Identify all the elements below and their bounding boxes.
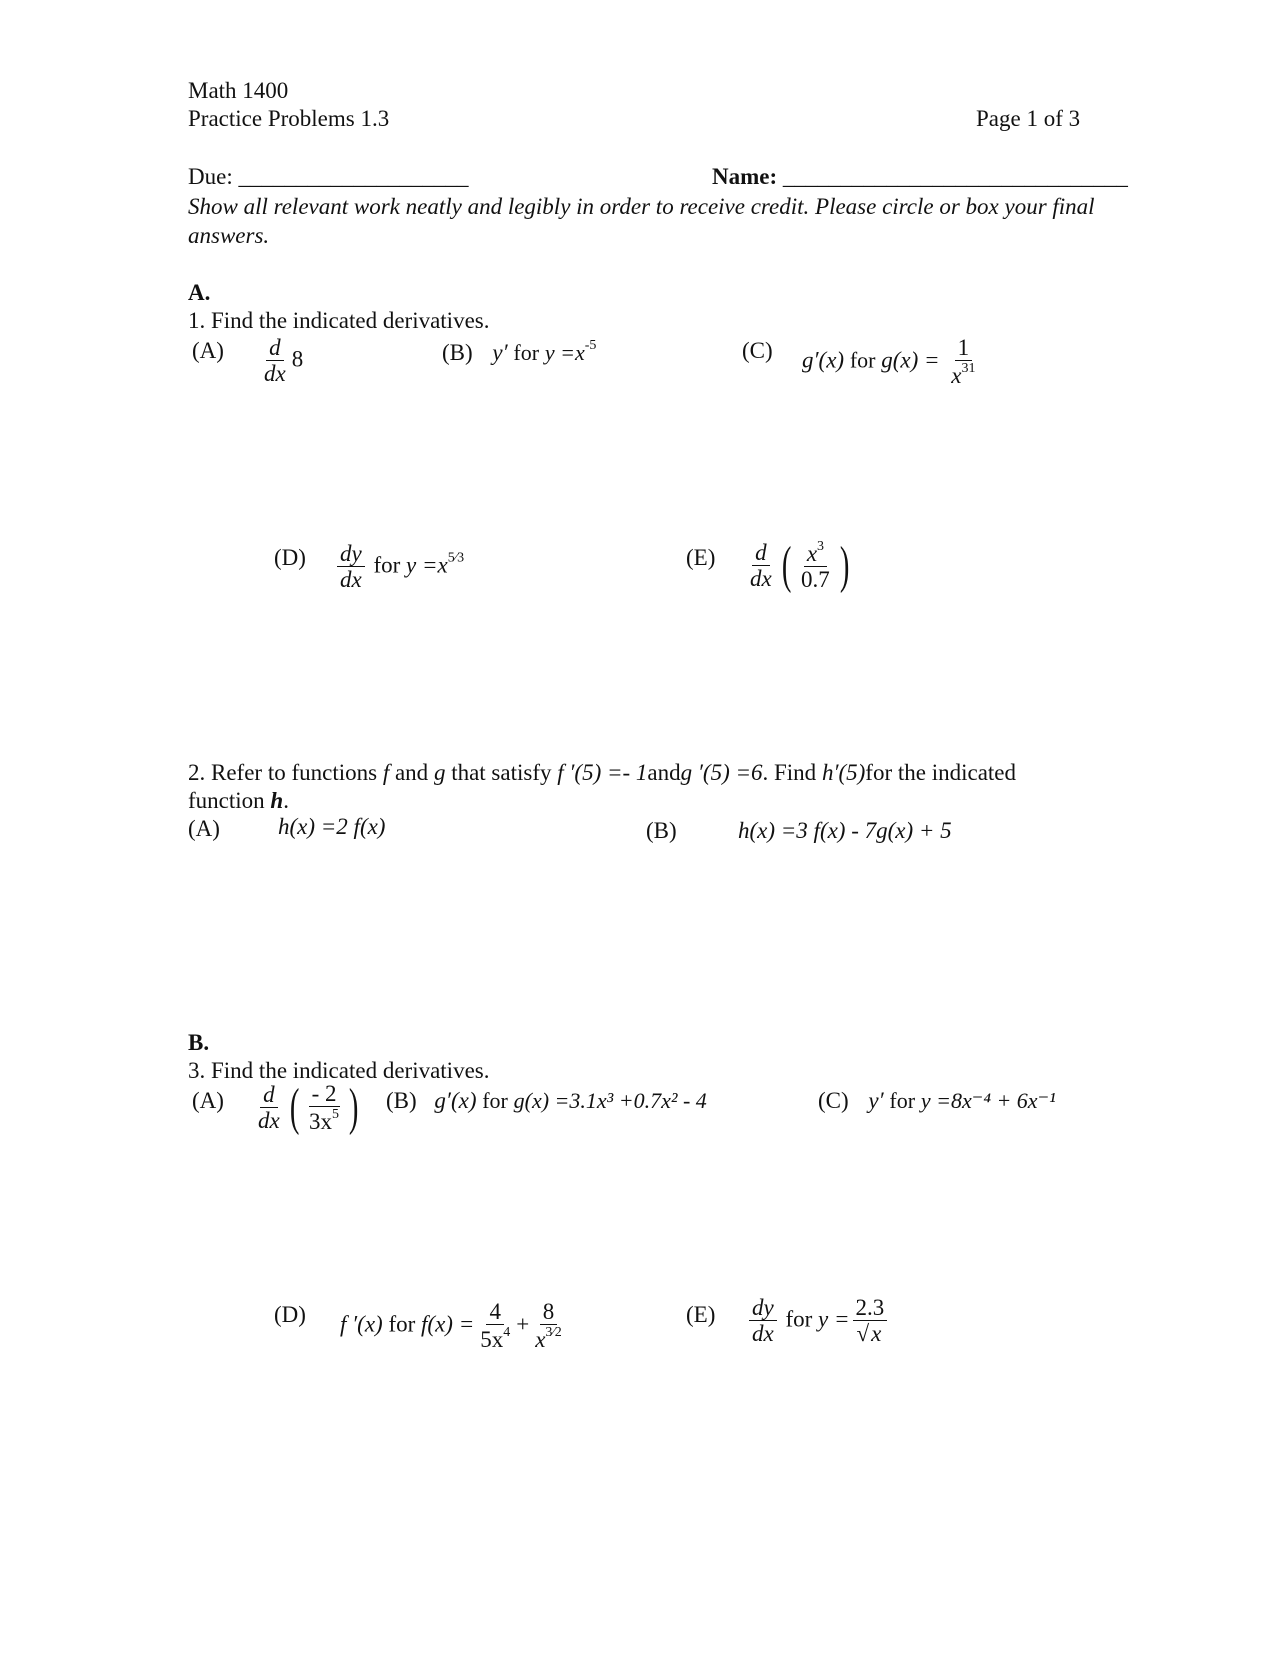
page-number: Page 1 of 3 [976,106,1081,131]
q3d-fprime: f ′(x) [340,1311,383,1337]
q1e-lparen: ( [781,537,792,595]
q1c-expr [802,336,982,388]
q3d-fraction-1: $\frac{4}{5x^4}$ [480,1299,511,1353]
due-label: Due: [188,164,233,189]
q2-h: h [270,788,284,813]
q2-prompt-start: 2. Refer to functions [188,760,378,785]
q3e-expr [746,1296,890,1346]
q1d-expr [334,542,464,592]
sqrt-icon: √ [856,1321,870,1347]
due-line [188,164,468,190]
q3e-fraction: $\frac{2.3}{√x}$ [853,1296,888,1346]
name-label: Name: [712,164,778,189]
q3a-lparen: ( [289,1079,300,1137]
q3b-label: (B) [386,1088,417,1113]
q2-function-word: function [188,788,265,813]
q2-g: g [433,760,446,785]
q1d-exp: 5⁄3 [447,550,465,566]
q3a-expr [252,1079,362,1137]
q1e-ddx: $\frac{d}{dx}$ [750,540,772,592]
q1b-yprime: y′ [492,340,508,365]
q2-line2 [188,788,289,814]
name-line [712,164,1128,190]
q3a-ddx: $\frac{d}{dx}$ [258,1082,280,1134]
q3c-expr: y =8x⁻⁴ + 6x⁻¹ [920,1088,1056,1113]
q3d-label: (D) [274,1302,306,1327]
q1b-for: for [513,340,540,365]
q2a-label: (A) [188,816,220,841]
q3a-label: (A) [192,1088,224,1113]
q1e-fraction: $\frac{x^3}{0.7}$ [801,539,830,593]
q2b-expr: h(x) =3 f(x) - 7g(x) + 5 [738,818,952,843]
q1a [192,338,224,364]
instructions: Show all relevant work neatly and legibly in order to receive credit. Please circle or box your final answers. [188,194,1095,248]
course-name: Math 1400 [188,78,289,103]
q1e-expr [744,537,853,595]
q1d-lhs: y =x [406,552,448,578]
q1e-label: (E) [686,545,716,570]
q3c-label: (C) [818,1088,849,1113]
q1a-ddx: $\frac{d}{dx}$ [264,335,286,387]
q3d-fraction-2: $\frac{8}{x^{3⁄2}}$ [535,1299,562,1353]
q1a-value: 8 [291,346,304,372]
q3-prompt: 3. Find the indicated derivatives. [188,1058,490,1083]
q2-f: f [382,760,390,785]
q2-prompt [188,760,1016,786]
q1c-label: (C) [742,338,773,363]
q1b-expr: y =x [544,340,585,365]
q3c-for: for [889,1088,916,1113]
q3d-plus: + [516,1311,530,1337]
q1b-exp: -5 [584,338,597,353]
q3d-lhs: f(x) = [421,1311,475,1337]
q3b-for: for [482,1088,508,1113]
q3a-fraction: $\frac{- 2}{3x^5}$ [309,1081,340,1135]
q2-and2: and [647,760,681,785]
worksheet-title: Practice Problems 1.3 [188,106,390,131]
q2-cond1: f ′(5) =- 1 [557,760,648,785]
q1c-for: for [849,347,876,373]
q1d-label: (D) [274,545,306,570]
q3d-for: for [388,1311,416,1337]
q3c [818,1088,1056,1114]
section-a-heading: A. [188,280,211,305]
q1-prompt: 1. Find the indicated derivatives. [188,308,490,333]
q1d-for: for [373,552,401,578]
q2b-label: (B) [646,818,677,843]
q3e-for: for [785,1306,813,1332]
section-b-heading: B. [188,1030,210,1055]
q3b-gprime: g′(x) [434,1088,477,1113]
q2-dot: . [283,788,289,813]
q2-find: . Find [762,760,817,785]
q1c-fraction: $\frac{1}{x^{31}}$ [951,335,976,389]
q3e-label: (E) [686,1302,716,1327]
q3a-rparen: ) [348,1079,359,1137]
q2-and: and [394,760,429,785]
q3d-expr [340,1300,568,1352]
q3e-dydx: $\frac{dy}{dx}$ [749,1296,777,1346]
q1b [442,338,596,366]
q1a-label: (A) [192,338,224,363]
q1c-gprime: g′(x) [802,347,845,373]
q3c-yprime: y′ [868,1088,884,1113]
q1a-expr [258,336,303,386]
q2-cond2: g ′(5) =6 [680,760,763,785]
q3e-lhs: y = [818,1306,850,1332]
q1d-dydx: $\frac{dy}{dx}$ [337,542,365,592]
q1c-lhs: g(x) = [881,347,940,373]
q3b-expr: g(x) =3.1x³ +0.7x² - 4 [513,1088,707,1113]
q2a-expr: h(x) =2 f(x) [278,814,386,839]
q2-h5: h′(5) [821,760,866,785]
q1e-rparen: ) [839,537,850,595]
q2-that: that satisfy [451,760,552,785]
q3b [386,1088,707,1114]
q2-rest: for the indicated [865,760,1017,785]
q1b-label: (B) [442,340,473,365]
due-blank: ____________________ [238,164,469,189]
name-blank: ______________________________ [782,164,1128,189]
